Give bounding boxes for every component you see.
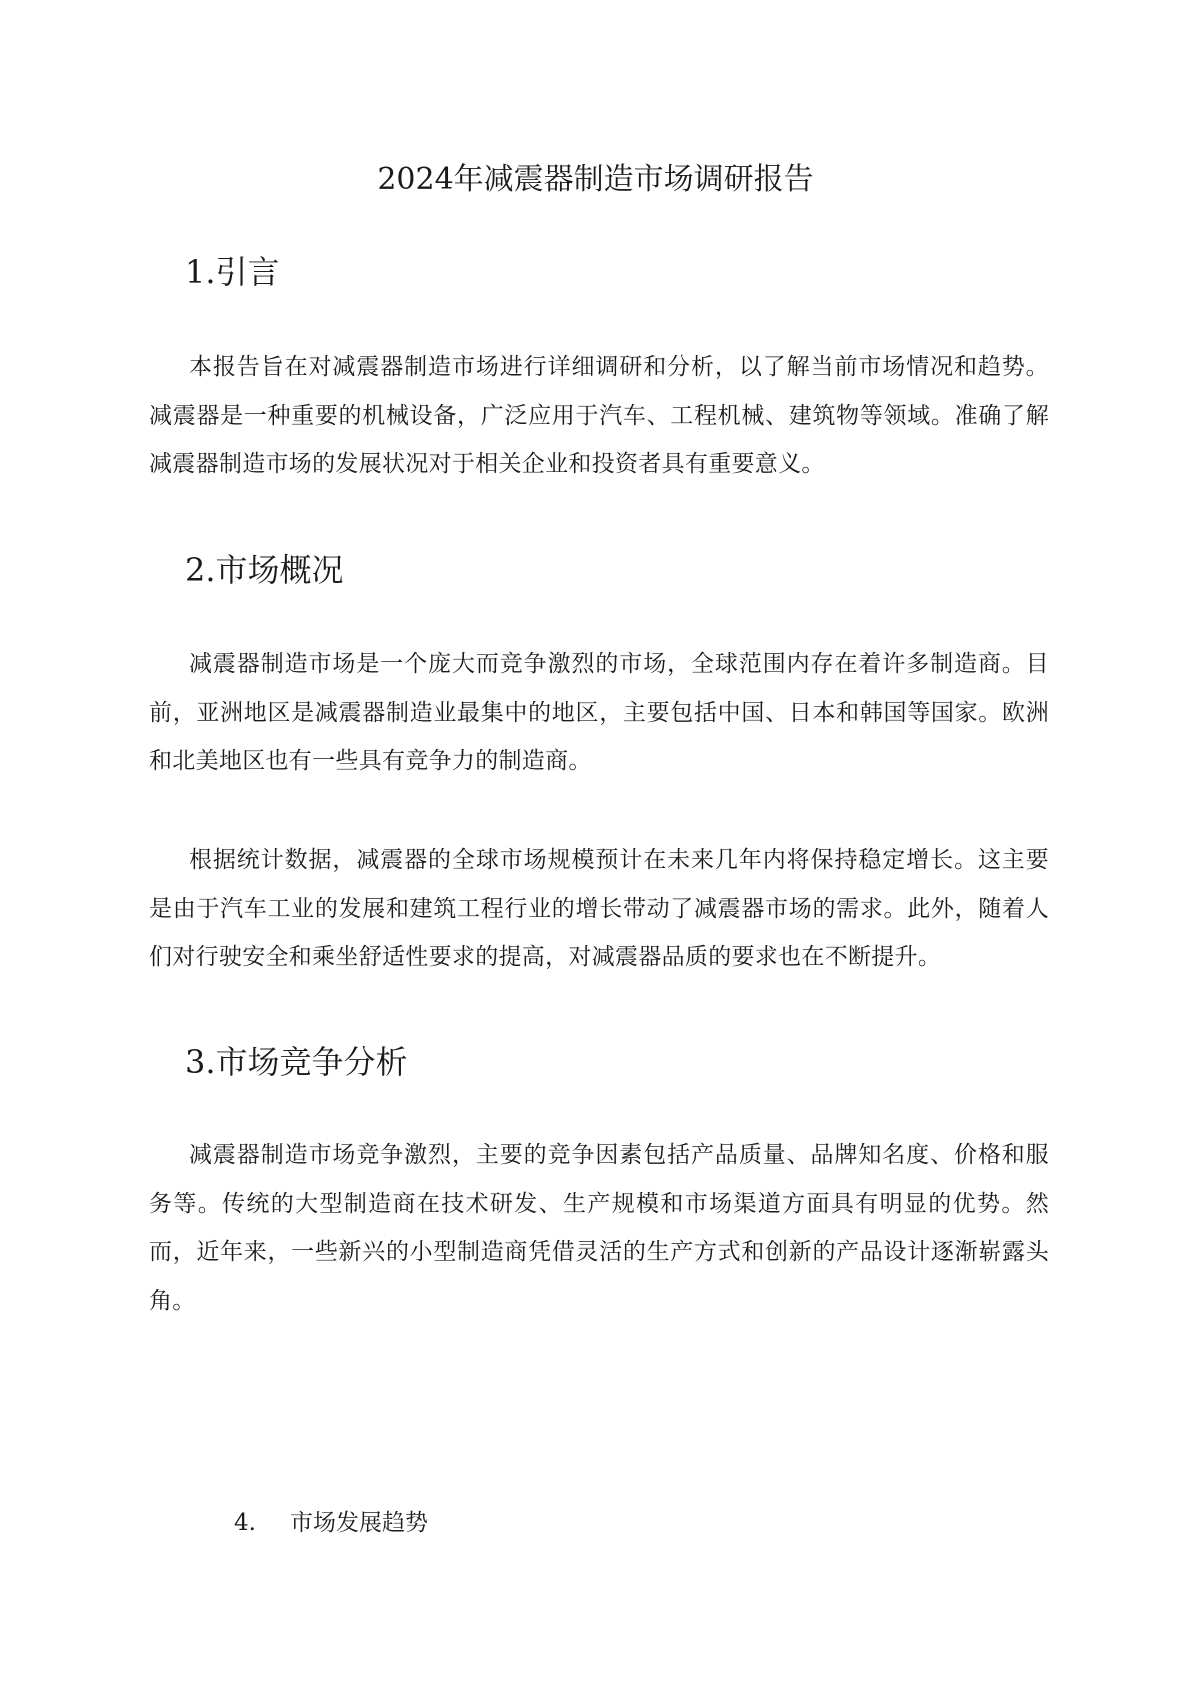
section-heading-market-overview: 2.市场概况 <box>185 551 344 589</box>
section-heading-competition-analysis: 3.市场竞争分析 <box>185 1043 408 1081</box>
paragraph-introduction: 本报告旨在对减震器制造市场进行详细调研和分析，以了解当前市场情况和趋势。减震器是一种重要的机械设备，广泛应用于汽车、工程机械、建筑物等领域。准确了解减震器制造市场的发展状况对于相关企业和投资者具有重要意义。 <box>149 354 1049 477</box>
paragraph-market-overview-1: 减震器制造市场是一个庞大而竞争激烈的市场，全球范围内存在着许多制造商。目前，亚洲地区是减震器制造业最集中的地区，主要包括中国、日本和韩国等国家。欧洲和北美地区也有一些具有竞争力的制造商。 <box>149 651 1049 774</box>
paragraph-market-overview-2: 根据统计数据，减震器的全球市场规模预计在未来几年内将保持稳定增长。这主要是由于汽车工业的发展和建筑工程行业的增长带动了减震器市场的需求。此外，随着人们对行驶安全和乘坐舒适性要求的提高，对减震器品质的要求也在不断提升。 <box>149 847 1049 970</box>
document-title: 2024年减震器制造市场调研报告 <box>377 162 814 197</box>
list-label: 市场发展趋势 <box>290 1510 428 1536</box>
section-heading-introduction: 1.引言 <box>185 253 280 291</box>
section-heading-development-trends <box>234 1508 428 1538</box>
list-number: 4. <box>234 1510 256 1536</box>
paragraph-competition-analysis: 减震器制造市场竞争激烈，主要的竞争因素包括产品质量、品牌知名度、价格和服务等。传统的大型制造商在技术研发、生产规模和市场渠道方面具有明显的优势。然而，近年来，一些新兴的小型制造商凭借灵活的生产方式和创新的产品设计逐渐崭露头角。 <box>149 1142 1049 1314</box>
